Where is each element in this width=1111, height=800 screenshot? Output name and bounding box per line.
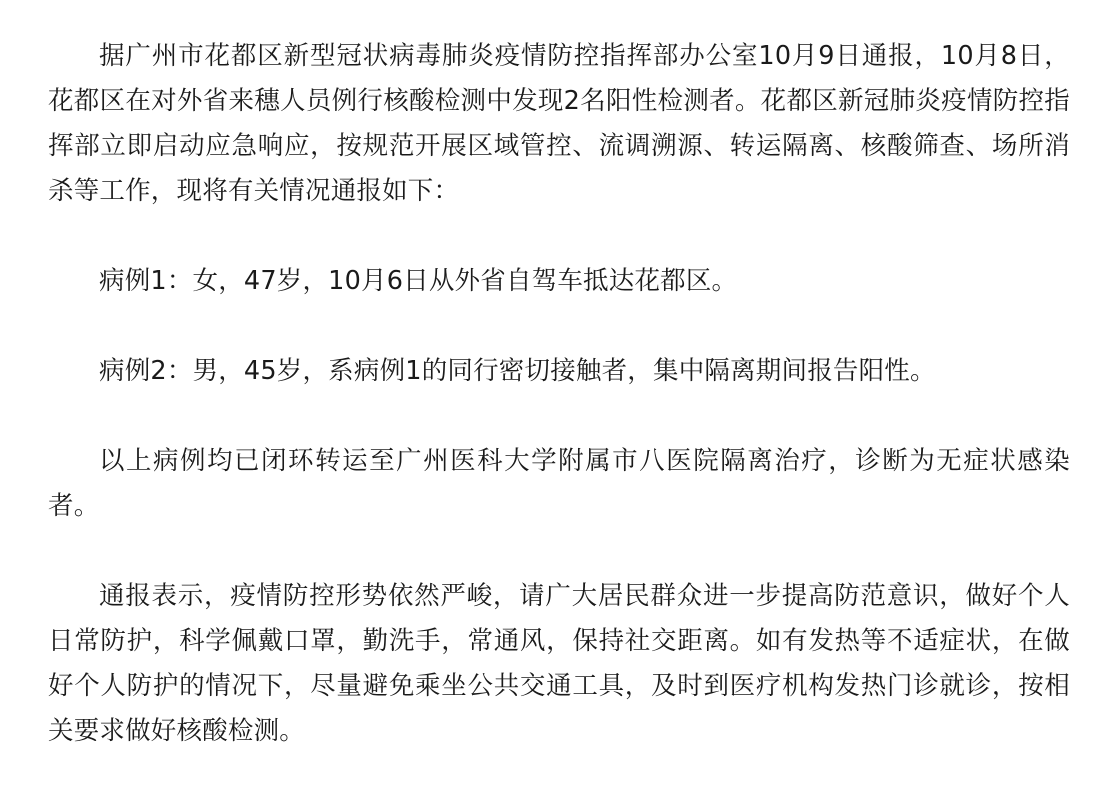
paragraph-case-1: 病例1：女，47岁，10月6日从外省自驾车抵达花都区。	[99, 266, 738, 296]
article-body	[48, 34, 1070, 754]
paragraph-gap	[48, 394, 1070, 439]
paragraph-treatment: 以上病例均已闭环转运至广州医科大学附属市八医院隔离治疗，诊断为无症状感染者。	[48, 446, 1070, 521]
paragraph-case-2: 病例2：男，45岁，系病例1的同行密切接触者，集中隔离期间报告阳性。	[99, 356, 936, 386]
paragraph-advice: 通报表示，疫情防控形势依然严峻，请广大居民群众进一步提高防范意识，做好个人日常防护，科学佩戴口罩，勤洗手，常通风，保持社交距离。如有发热等不适症状，在做好个人防护的情况下，尽量避免乘坐公共交通工具，及时到医疗机构发热门诊就诊，按相关要求做好核酸检测。	[48, 581, 1070, 746]
paragraph-gap	[48, 304, 1070, 349]
paragraph-gap	[48, 529, 1070, 574]
paragraph-intro: 据广州市花都区新型冠状病毒肺炎疫情防控指挥部办公室10月9日通报，10月8日，花都区在对外省来穗人员例行核酸检测中发现2名阳性检测者。花都区新冠肺炎疫情防控指挥部立即启动应急响应，按规范开展区域管控、流调溯源、转运隔离、核酸筛查、场所消杀等工作，现将有关情况通报如下：	[48, 41, 1070, 206]
paragraph-gap	[48, 214, 1070, 259]
